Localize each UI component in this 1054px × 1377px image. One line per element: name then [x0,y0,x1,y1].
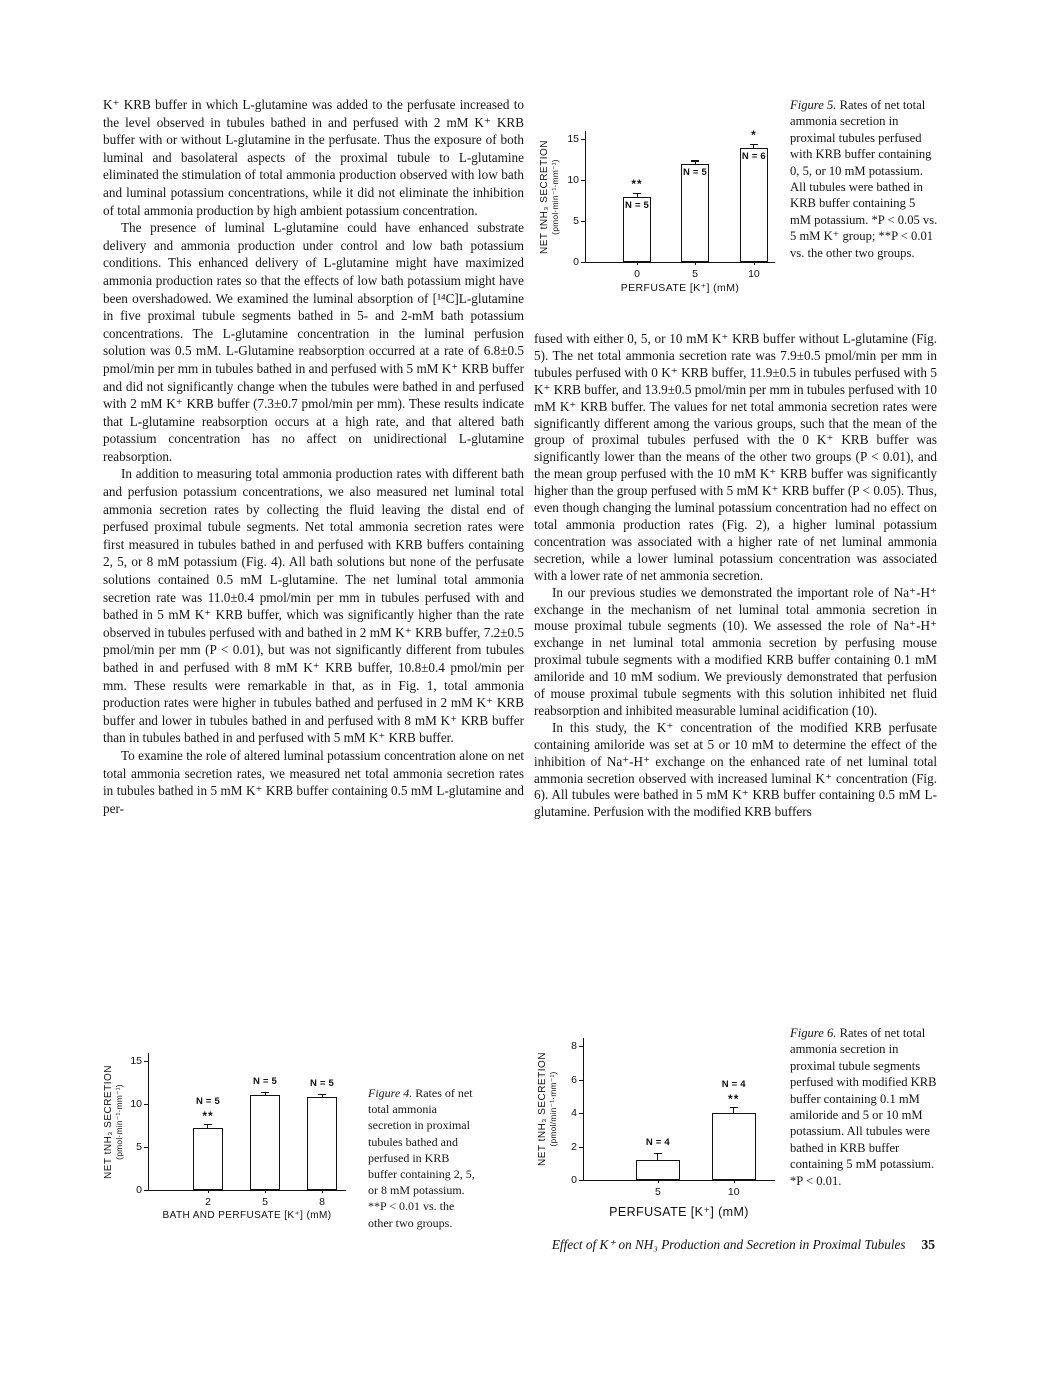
error-bar-cap [730,1107,738,1108]
n-label: N = 5 [253,1075,277,1087]
x-tick [637,262,638,265]
figure6-caption-label: Figure 6. [790,1026,837,1040]
y-axis-label [531,1038,565,1180]
bar [193,1128,223,1190]
x-axis-label: PERFUSATE [K⁺] (mM) [609,1205,749,1219]
y-axis-label [533,131,567,262]
y-tick [144,1104,148,1105]
n-label: N = 4 [645,1137,670,1149]
y-tick-label: 0 [136,1184,142,1196]
error-bar-cap [654,1153,662,1154]
body-paragraph-2: The presence of luminal L-glutamine could have enhanced substrate delivery and ammonia production under control and low bath potassium conditions. This enhanced delivery of L-glutamine might have maximized ammonia production rates so that the effects of low bath potassium might have been overshadowed. We examined the luminal absorption of [¹⁴C]L-glutamine in five proximal tubule segments bathed in 5- and 2-mM bath potassium concentrations. The L-glutamine concentration in the luminal perfusion solution was 0.5 mM. L-Glutamine reabsorption occurred at a rate of 6.8±0.5 pmol/min per mm in tubules bathed in and perfused with 5 mM K⁺ KRB buffer and did not significantly change when the tubules were bathed in and perfused with 2 mM K⁺ KRB buffer (7.3±0.7 pmol/min per mm). These results indicate that L-glutamine reabsorption occurs at a high rate, and that altered bath potassium concentration has no affect on unidirectional L-glutamine reabsorption. [103,220,524,464]
n-label: N = 4 [721,1079,746,1091]
x-axis [585,262,775,263]
figure5-caption-text: Rates of net total ammonia secretion in proximal tubules perfused with KRB buffer containing 0, 5, or 10 mM potassium. All tubules were bathed in KRB buffer containing 5 mM potassium. *P < 0.05 vs. 5 mM K⁺ group; **P < 0.01 vs. the other two groups. [790,98,938,260]
x-tick-label: 10 [748,268,760,280]
figure5-caption-label: Figure 5. [790,98,837,112]
bar [681,164,709,262]
y-tick [581,221,585,222]
y-axis [583,1038,584,1180]
body-paragraph-7: In this study, the K⁺ concentration of the modified KRB perfusate containing amiloride was set at 5 or 10 mM to determine the effect of the inhibition of Na⁺-H⁺ exchange on the enhanced rate of net luminal total ammonia secretion observed with increased luminal K⁺ concentration (Fig. 6). All tubules were bathed in 5 mM K⁺ KRB buffer containing 0.5 mM L-glutamine. Perfusion with the modified KRB buffers [534,719,937,820]
x-tick [695,262,696,265]
figure5-bar-chart [533,92,785,302]
x-tick [265,1190,266,1193]
n-label: N = 5 [310,1077,335,1089]
x-axis [583,1180,775,1181]
body-paragraph-6: In our previous studies we demonstrated the important role of Na⁺-H⁺ exchange in the mechanism of net luminal total ammonia secretion in mouse proximal tubule segments (10). We assessed the role of Na⁺-H⁺ exchange in net luminal total ammonia secretion by perfusing mouse proximal tubule segments with a modified KRB buffer containing 0.1 mM amiloride and 10 mM sodium. We previously demonstrated that perfusion of mouse proximal tubule segments with this solution inhibited net fluid reabsorption and inhibited measurable luminal acidification (10). [534,584,937,718]
body-paragraph-5: fused with either 0, 5, or 10 mM K⁺ KRB buffer without L-glutamine (Fig. 5). The net total ammonia secretion rate was 7.9±0.5 pmol/min per mm in tubules perfused with 0 K⁺ KRB buffer, 11.9±0.5 in tubules perfused with 5 K⁺ KRB buffer, and 13.9±0.5 pmol/min per mm in tubules perfused with 10 mM K⁺ KRB buffer. The values for net total ammonia secretion rates were significantly different among the various groups, such that the mean of the group of proximal tubules perfused with the 0 K⁺ KRB buffer was significantly lower than the means of the other two groups (P < 0.01), and the mean group perfused with the 10 mM K⁺ KRB buffer was significantly higher than the group perfused with 5 mM K⁺ KRB buffer (P < 0.05). Thus, even though changing the luminal potassium concentration had no effect on total ammonia production rates (Fig. 2), a higher luminal potassium concentration was associated with a higher rate of net luminal ammonia secretion, while a lower luminal potassium concentration was associated with a lower rate of net ammonia secretion. [534,331,937,583]
y-tick [579,1080,583,1081]
significance-marker: ** [202,1108,214,1123]
x-tick [754,262,755,265]
x-tick-label: 2 [205,1196,211,1208]
x-tick [322,1190,323,1193]
left-column [103,96,524,817]
y-axis-label-line2: (pmol/min⁻¹·mm⁻¹) [548,1071,558,1147]
y-tick-label: 15 [130,1055,142,1067]
y-axis-label-text [537,998,559,1220]
y-tick [144,1147,148,1148]
figure6-caption [790,1025,940,1189]
n-label: N = 5 [195,1095,220,1107]
y-tick [144,1190,148,1191]
y-tick-label: 0 [571,1174,577,1186]
x-tick-label: 10 [727,1186,740,1198]
error-bar-cap [633,193,641,194]
footer-title: Effect of K⁺ on NH₃ Production and Secretion in Proximal Tubules [551,1237,906,1252]
error-bar-cap [750,144,758,145]
n-label: N = 5 [625,200,650,212]
right-column [534,331,937,821]
bar [712,1113,756,1180]
figure6-caption-text: Rates of net total ammonia secretion in proximal tubule segments perfused with modified KRB buffer containing 0.1 mM amiloride and 5 or 10 mM potassium. All tubules were bathed in KRB buffer containing 5 mM potassium. *P < 0.01. [790,1026,937,1188]
x-tick [734,1180,735,1183]
x-tick-label: 5 [692,268,698,280]
figure4-caption [368,1085,478,1231]
x-tick-label: 8 [319,1196,325,1208]
bar [740,148,768,262]
y-tick-label: 5 [136,1141,142,1153]
y-tick-label: 15 [567,133,579,145]
error-bar-cap [318,1094,326,1095]
y-axis-label-text [103,1013,125,1230]
y-tick-label: 8 [571,1040,577,1052]
y-tick [579,1180,583,1181]
y-tick-label: 6 [571,1073,577,1086]
figure4-caption-label: Figure 4. [368,1086,413,1100]
error-bar-cap [691,160,699,161]
y-axis [148,1053,149,1190]
y-tick-label: 4 [571,1107,577,1119]
significance-marker: ** [631,177,643,192]
y-tick [579,1147,583,1148]
error-bar-cap [261,1092,269,1093]
y-tick-label: 10 [130,1098,142,1110]
y-axis-label-line1: NET tNH₃ SECRETION [537,1052,548,1167]
page-number: 35 [921,1237,935,1252]
figure4-caption-text: Rates of net total ammonia secretion in proximal tubules bathed and perfused in KRB buffer containing 2, 5, or 8 mM potassium. **P < 0.01 vs. the other two groups. [368,1086,475,1230]
body-paragraph-4: To examine the role of altered luminal potassium concentration alone on net total ammonia secretion rates, we measured net total ammonia secretion rates in tubules bathed in 5 mM K⁺ KRB buffer containing 0.5 mM L-glutamine and per- [103,747,524,816]
y-axis-label-line2: (pmol·min⁻¹·mm⁻¹) [550,158,560,235]
y-tick [581,180,585,181]
y-tick-label: 0 [573,256,579,268]
figure5-caption [790,97,938,261]
bar [250,1095,280,1190]
error-bar-cap [204,1124,212,1125]
bar [636,1160,680,1180]
figure4-bar-chart [103,1045,365,1235]
y-axis-label-line1: NET tNH₃ SECRETION [539,139,550,254]
y-axis-label-text [539,91,561,302]
significance-marker: ** [728,1092,740,1107]
y-tick-label: 10 [567,174,579,186]
significance-marker: * [751,127,757,142]
body-paragraph-3: In addition to measuring total ammonia production rates with different bath and perfusion potassium concentrations, we also measured net luminal total ammonia secretion rates by collecting the fluid leaving the distal end of perfused proximal tubule segments. Net total ammonia secretion rates were first measured in tubules bathed in and perfused with KRB buffers containing 2, 5, or 8 mM potassium (Fig. 4). All bath solutions but none of the perfusate solutions contained 0.5 mM L-glutamine. The net luminal total ammonia secretion rate was 11.0±0.4 pmol/min per mm in tubules perfused with and bathed in 5 mM K⁺ KRB buffer, which was significantly higher than the rate observed in tubules perfused with and bathed in 2 mM K⁺ KRB buffer, 7.2±0.5 pmol/min per mm (P < 0.01), but was not significantly different from tubules bathed in and perfused with 8 mM K⁺ KRB buffer, 10.8±0.4 pmol/min per mm. These results were remarkable in that, as in Fig. 1, total ammonia production rates were higher in tubules bathed and perfused in 2 mM K⁺ KRB buffer and lower in tubules bathed in and perfused with 8 mM K⁺ KRB buffer than in tubules bathed in and perfused with 5 mM K⁺ KRB buffer. [103,466,524,746]
y-axis [585,131,586,262]
x-tick-label: 5 [654,1186,661,1198]
x-tick [658,1180,659,1183]
y-tick-label: 2 [571,1140,577,1153]
y-axis-label-line1: NET tNH₃ SECRETION [103,1064,114,1179]
y-tick [581,262,585,263]
bar [307,1097,337,1190]
n-label: N = 6 [741,151,766,163]
x-tick-label: 0 [634,268,640,280]
x-tick [208,1190,209,1193]
body-paragraph-1: K⁺ KRB buffer in which L-glutamine was added to the perfusate increased to the level observed in tubules bathed in and perfused with 2 mM K⁺ KRB buffer with or without L-glutamine in the perfusate. Thus the exposure of both luminal and basolateral aspects of the proximal tubule to L-glutamine eliminated the stimulation of total ammonia production observed with low bath and luminal potassium concentrations, while it did not eliminate the inhibition of total ammonia production by high ambient potassium concentration. [103,97,524,218]
x-axis [148,1190,346,1191]
y-tick [579,1113,583,1114]
figure6-bar-chart [533,1020,785,1235]
y-tick-label: 5 [573,215,579,227]
x-axis-label: BATH AND PERFUSATE [K⁺] (mM) [162,1210,332,1221]
y-tick [579,1046,583,1047]
y-axis-label-line2: (pmol·min⁻¹·mm⁻¹) [114,1083,124,1160]
y-axis-label [97,1053,131,1190]
running-footer [534,1237,935,1253]
x-tick-label: 5 [262,1196,268,1208]
x-axis-label: PERFUSATE [K⁺] (mM) [620,282,740,294]
y-tick [581,139,585,140]
y-tick [144,1061,148,1062]
n-label: N = 5 [683,167,707,179]
